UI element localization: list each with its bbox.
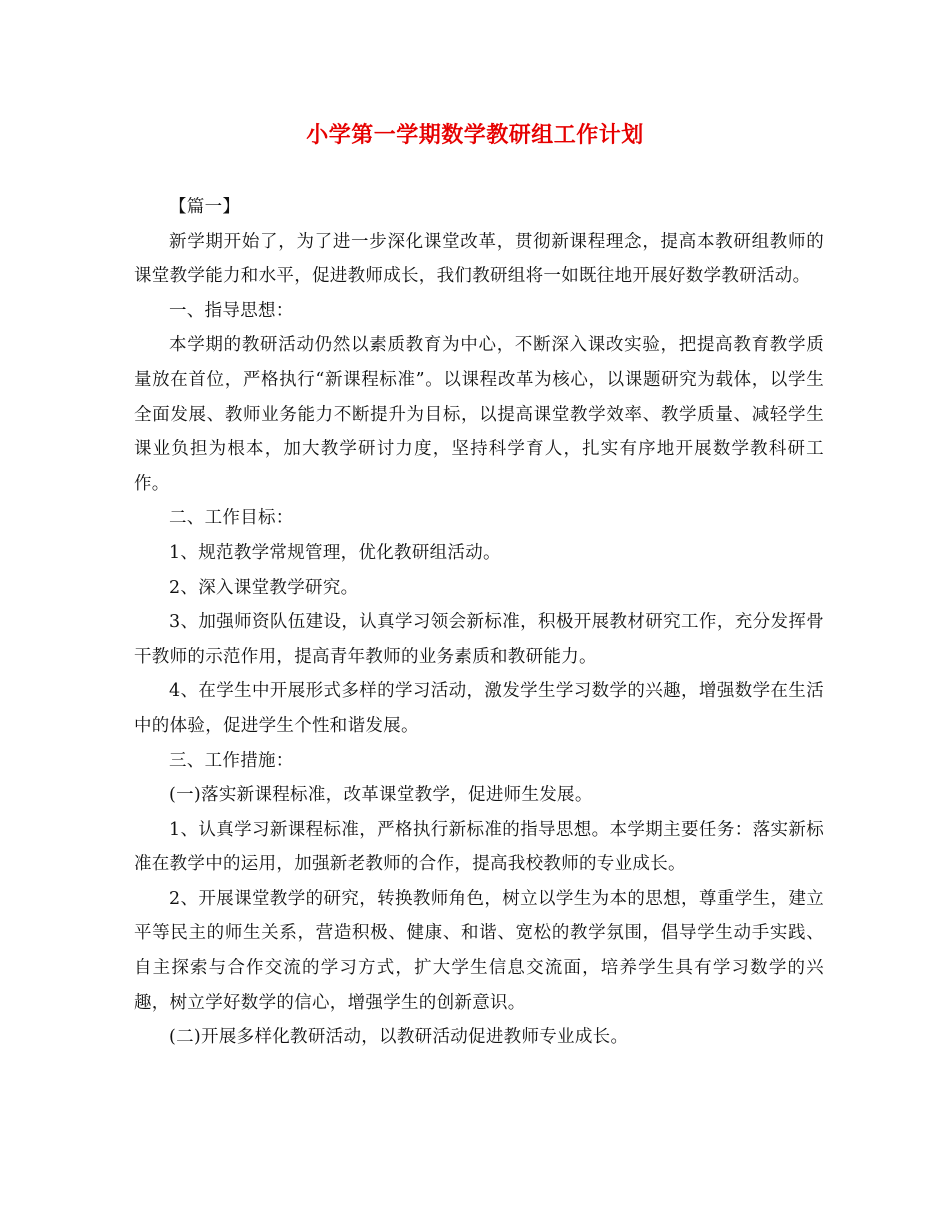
- document-body: [134, 190, 824, 1055]
- paragraph: 4、在学生中开展形式多样的学习活动，激发学生学习数学的兴趣，增强数学在生活中的体验，促进学生个性和谐发展。: [134, 681, 824, 736]
- document-title: 小学第一学期数学教研组工作计划: [306, 122, 644, 148]
- paragraph: 新学期开始了，为了进一步深化课堂改革，贯彻新课程理念，提高本教研组教师的课堂教学能力和水平，促进教师成长，我们教研组将一如既往地开展好数学教研活动。: [134, 231, 824, 287]
- paragraph: 3、加强师资队伍建设，认真学习领会新标准，积极开展教材研究工作，充分发挥骨干教师的示范作用，提高青年教师的业务素质和教研能力。: [134, 612, 824, 667]
- paragraph: 1、认真学习新课程标准，严格执行新标准的指导思想。本学期主要任务：落实新标准在教学中的运用，加强新老教师的合作，提高我校教师的专业成长。: [134, 819, 824, 875]
- paragraph: 2、开展课堂教学的研究，转换教师角色，树立以学生为本的思想，尊重学生，建立平等民主的师生关系，营造积极、健康、和谐、宽松的教学氛围，倡导学生动手实践、自主探索与合作交流的学习方式，扩大学生信息交流面，培养学生具有学习数学的兴趣，树立学好数学的信心，增强学生的创新意识。: [134, 888, 824, 1013]
- paragraph: 本学期的教研活动仍然以素质教育为中心，不断深入课改实验，把提高教育教学质量放在首位，严格执行“新课程标准”。以课程改革为核心，以课题研究为载体，以学生全面发展、教师业务能力不断提升为目标，以提高课堂教学效率、教学质量、减轻学生课业负担为根本，加大教学研讨力度，坚持科学育人，扎实有序地开展数学教科研工作。: [134, 335, 824, 494]
- paragraph: 三、工作措施：: [169, 750, 294, 771]
- paragraph: 一、指导思想：: [169, 300, 294, 321]
- paragraph: 【篇一】: [169, 197, 241, 217]
- paragraph: 1、规范教学常规管理，优化教研组活动。: [169, 542, 501, 563]
- paragraph: (一)落实新课程标准，改革课堂教学，促进师生发展。: [169, 785, 593, 806]
- paragraph: (二)开展多样化教研活动，以教研活动促进教师专业成长。: [169, 1027, 629, 1048]
- paragraph: 二、工作目标：: [169, 508, 294, 529]
- paragraph: 2、深入课堂教学研究。: [169, 577, 359, 598]
